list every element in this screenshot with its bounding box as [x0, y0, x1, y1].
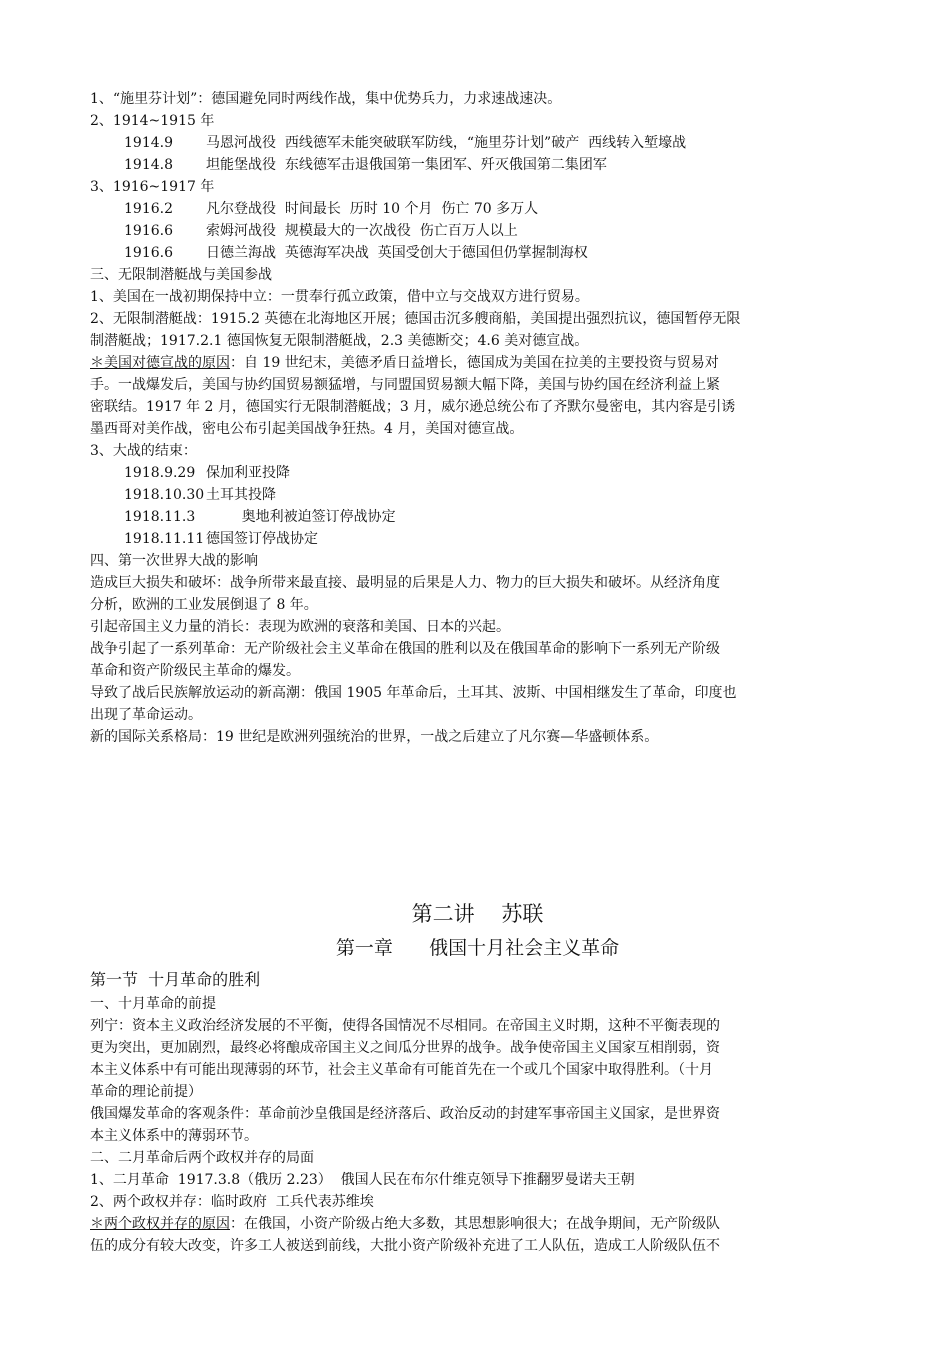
page-gap	[90, 748, 865, 883]
paragraph-line: 2、两个政权并存：临时政府 工兵代表苏维埃	[90, 1194, 374, 1210]
paragraph-line: 本主义体系中有可能出现薄弱的环节，社会主义革命有可能首先在一个或几个国家中取得胜利。（十月	[90, 1062, 713, 1078]
paragraph-line: 手。一战爆发后，美国与协约国贸易额猛增，与同盟国贸易额大幅下降，美国与协约国在经济利益上紧	[90, 377, 720, 393]
us-war-reason-label: ＊美国对德宣战的原因	[90, 355, 230, 371]
submarine-war-line: 2、无限制潜艇战：1915.2 英德在北海地区开展；德国击沉多艘商船，美国提出强烈抗议，德国暂停无限	[90, 311, 741, 327]
event-text: 凡尔登战役 时间最长 历时 10 个月 伤亡 70 多万人	[206, 201, 539, 217]
event-date: 1914.9	[124, 135, 173, 151]
paragraph-line: 本主义体系中的薄弱环节。	[90, 1128, 258, 1144]
surrender-date: 1918.11.3	[124, 509, 196, 525]
dual-power-reason-label: ＊两个政权并存的原因	[90, 1216, 230, 1232]
paragraph-line: 出现了革命运动。	[90, 707, 202, 723]
surrender-text: 奥地利被迫签订停战协定	[206, 509, 396, 525]
section-heading-war-impact: 四、第一次世界大战的影响	[90, 553, 258, 569]
war-end-heading: 3、大战的结束：	[90, 443, 197, 459]
event-text: 日德兰海战 英德海军决战 英国受创大于德国但仍掌握制海权	[206, 245, 588, 261]
period-1916-1917-heading: 3、1916~1917 年	[90, 179, 215, 195]
paragraph-line: 导致了战后民族解放运动的新高潮：俄国 1905 年革命后，土耳其、波斯、中国相继发生了革命，印度也	[90, 685, 737, 701]
schlieffen-plan-line: 1、“施里芬计划”：德国避免同时两线作战，集中优势兵力，力求速战速决。	[90, 91, 562, 107]
paragraph-line: 引起帝国主义力量的消长：表现为欧洲的衰落和美国、日本的兴起。	[90, 619, 510, 635]
paragraph-line: 墨西哥对美作战，密电公布引起美国战争狂热。4 月，美国对德宣战。	[90, 421, 524, 437]
event-date: 1916.6	[124, 245, 173, 261]
surrender-date: 1918.10.30	[124, 487, 205, 503]
paragraph-line: 革命的理论前提）	[90, 1084, 202, 1100]
chapter-title: 第一章 俄国十月社会主义革命	[335, 937, 620, 959]
surrender-date: 1918.11.11	[124, 531, 205, 547]
dual-power-reason-text: ：在俄国，小资产阶级占绝大多数，其思想影响很大；在战争期间，无产阶级队	[230, 1216, 720, 1232]
surrender-text: 德国签订停战协定	[206, 531, 318, 547]
event-date: 1916.6	[124, 223, 173, 239]
paragraph-line: 伍的成分有较大改变，许多工人被送到前线，大批小资产阶级补充进了工人队伍，造成工人阶级队伍不	[90, 1238, 720, 1254]
us-neutrality-line: 1、美国在一战初期保持中立：一贯奉行孤立政策，借中立与交战双方进行贸易。	[90, 289, 589, 305]
surrender-text: 保加利亚投降	[206, 465, 290, 481]
lecture-title: 第二讲 苏联	[411, 902, 544, 926]
surrender-row	[90, 484, 865, 506]
surrender-row	[90, 528, 865, 550]
subsection-heading: 二、二月革命后两个政权并存的局面	[90, 1150, 314, 1166]
event-text: 马恩河战役 西线德军未能突破联军防线，“施里芬计划”破产 西线转入堑壕战	[206, 135, 687, 151]
surrender-date: 1918.9.29	[124, 465, 196, 481]
paragraph-line: 列宁：资本主义政治经济发展的不平衡，使得各国情况不尽相同。在帝国主义时期，这种不平衡表现的	[90, 1018, 720, 1034]
event-row	[90, 242, 865, 264]
event-row	[90, 154, 865, 176]
document-page	[90, 88, 865, 1257]
event-text: 坦能堡战役 东线德军击退俄国第一集团军、歼灭俄国第二集团军	[206, 157, 607, 173]
event-row	[90, 220, 865, 242]
surrender-text: 土耳其投降	[206, 487, 276, 503]
event-date: 1916.2	[124, 201, 173, 217]
event-date: 1914.8	[124, 157, 173, 173]
period-1914-1915-heading: 2、1914~1915 年	[90, 113, 215, 129]
paragraph-line: 分析，欧洲的工业发展倒退了 8 年。	[90, 597, 318, 613]
event-text: 索姆河战役 规模最大的一次战役 伤亡百万人以上	[206, 223, 518, 239]
section-title: 第一节 十月革命的胜利	[90, 970, 261, 989]
subsection-heading: 一、十月革命的前提	[90, 996, 216, 1012]
paragraph-line: 新的国际关系格局：19 世纪是欧洲列强统治的世界，一战之后建立了凡尔赛—华盛顿体系。	[90, 729, 659, 745]
paragraph-line: 俄国爆发革命的客观条件：革命前沙皇俄国是经济落后、政治反动的封建军事帝国主义国家，是世界资	[90, 1106, 720, 1122]
paragraph-line: 革命和资产阶级民主革命的爆发。	[90, 663, 300, 679]
paragraph-line: 造成巨大损失和破坏：战争所带来最直接、最明显的后果是人力、物力的巨大损失和破坏。从经济角度	[90, 575, 720, 591]
paragraph-line: 1、二月革命 1917.3.8（俄历 2.23） 俄国人民在布尔什维克领导下推翻罗曼诺夫王朝	[90, 1172, 635, 1188]
us-war-reason-line	[90, 352, 865, 374]
section-heading-submarine-war: 三、无限制潜艇战与美国参战	[90, 267, 272, 283]
surrender-row	[90, 506, 865, 528]
paragraph-line: 密联结。1917 年 2 月，德国实行无限制潜艇战；3 月，威尔逊总统公布了齐默尔曼密电，其内容是引诱	[90, 399, 736, 415]
us-war-reason-text: ：自 19 世纪末，美德矛盾日益增长，德国成为美国在拉美的主要投资与贸易对	[230, 355, 719, 371]
paragraph-line: 战争引起了一系列革命：无产阶级社会主义革命在俄国的胜利以及在俄国革命的影响下一系列无产阶级	[90, 641, 720, 657]
surrender-row	[90, 462, 865, 484]
paragraph-line: 更为突出，更加剧烈，最终必将酿成帝国主义之间瓜分世界的战争。战争使帝国主义国家互相削弱，资	[90, 1040, 720, 1056]
submarine-war-line-cont: 制潜艇战；1917.2.1 德国恢复无限制潜艇战，2.3 美德断交；4.6 美对德宣战。	[90, 333, 589, 349]
dual-power-reason-line	[90, 1213, 865, 1235]
event-row	[90, 198, 865, 220]
event-row	[90, 132, 865, 154]
